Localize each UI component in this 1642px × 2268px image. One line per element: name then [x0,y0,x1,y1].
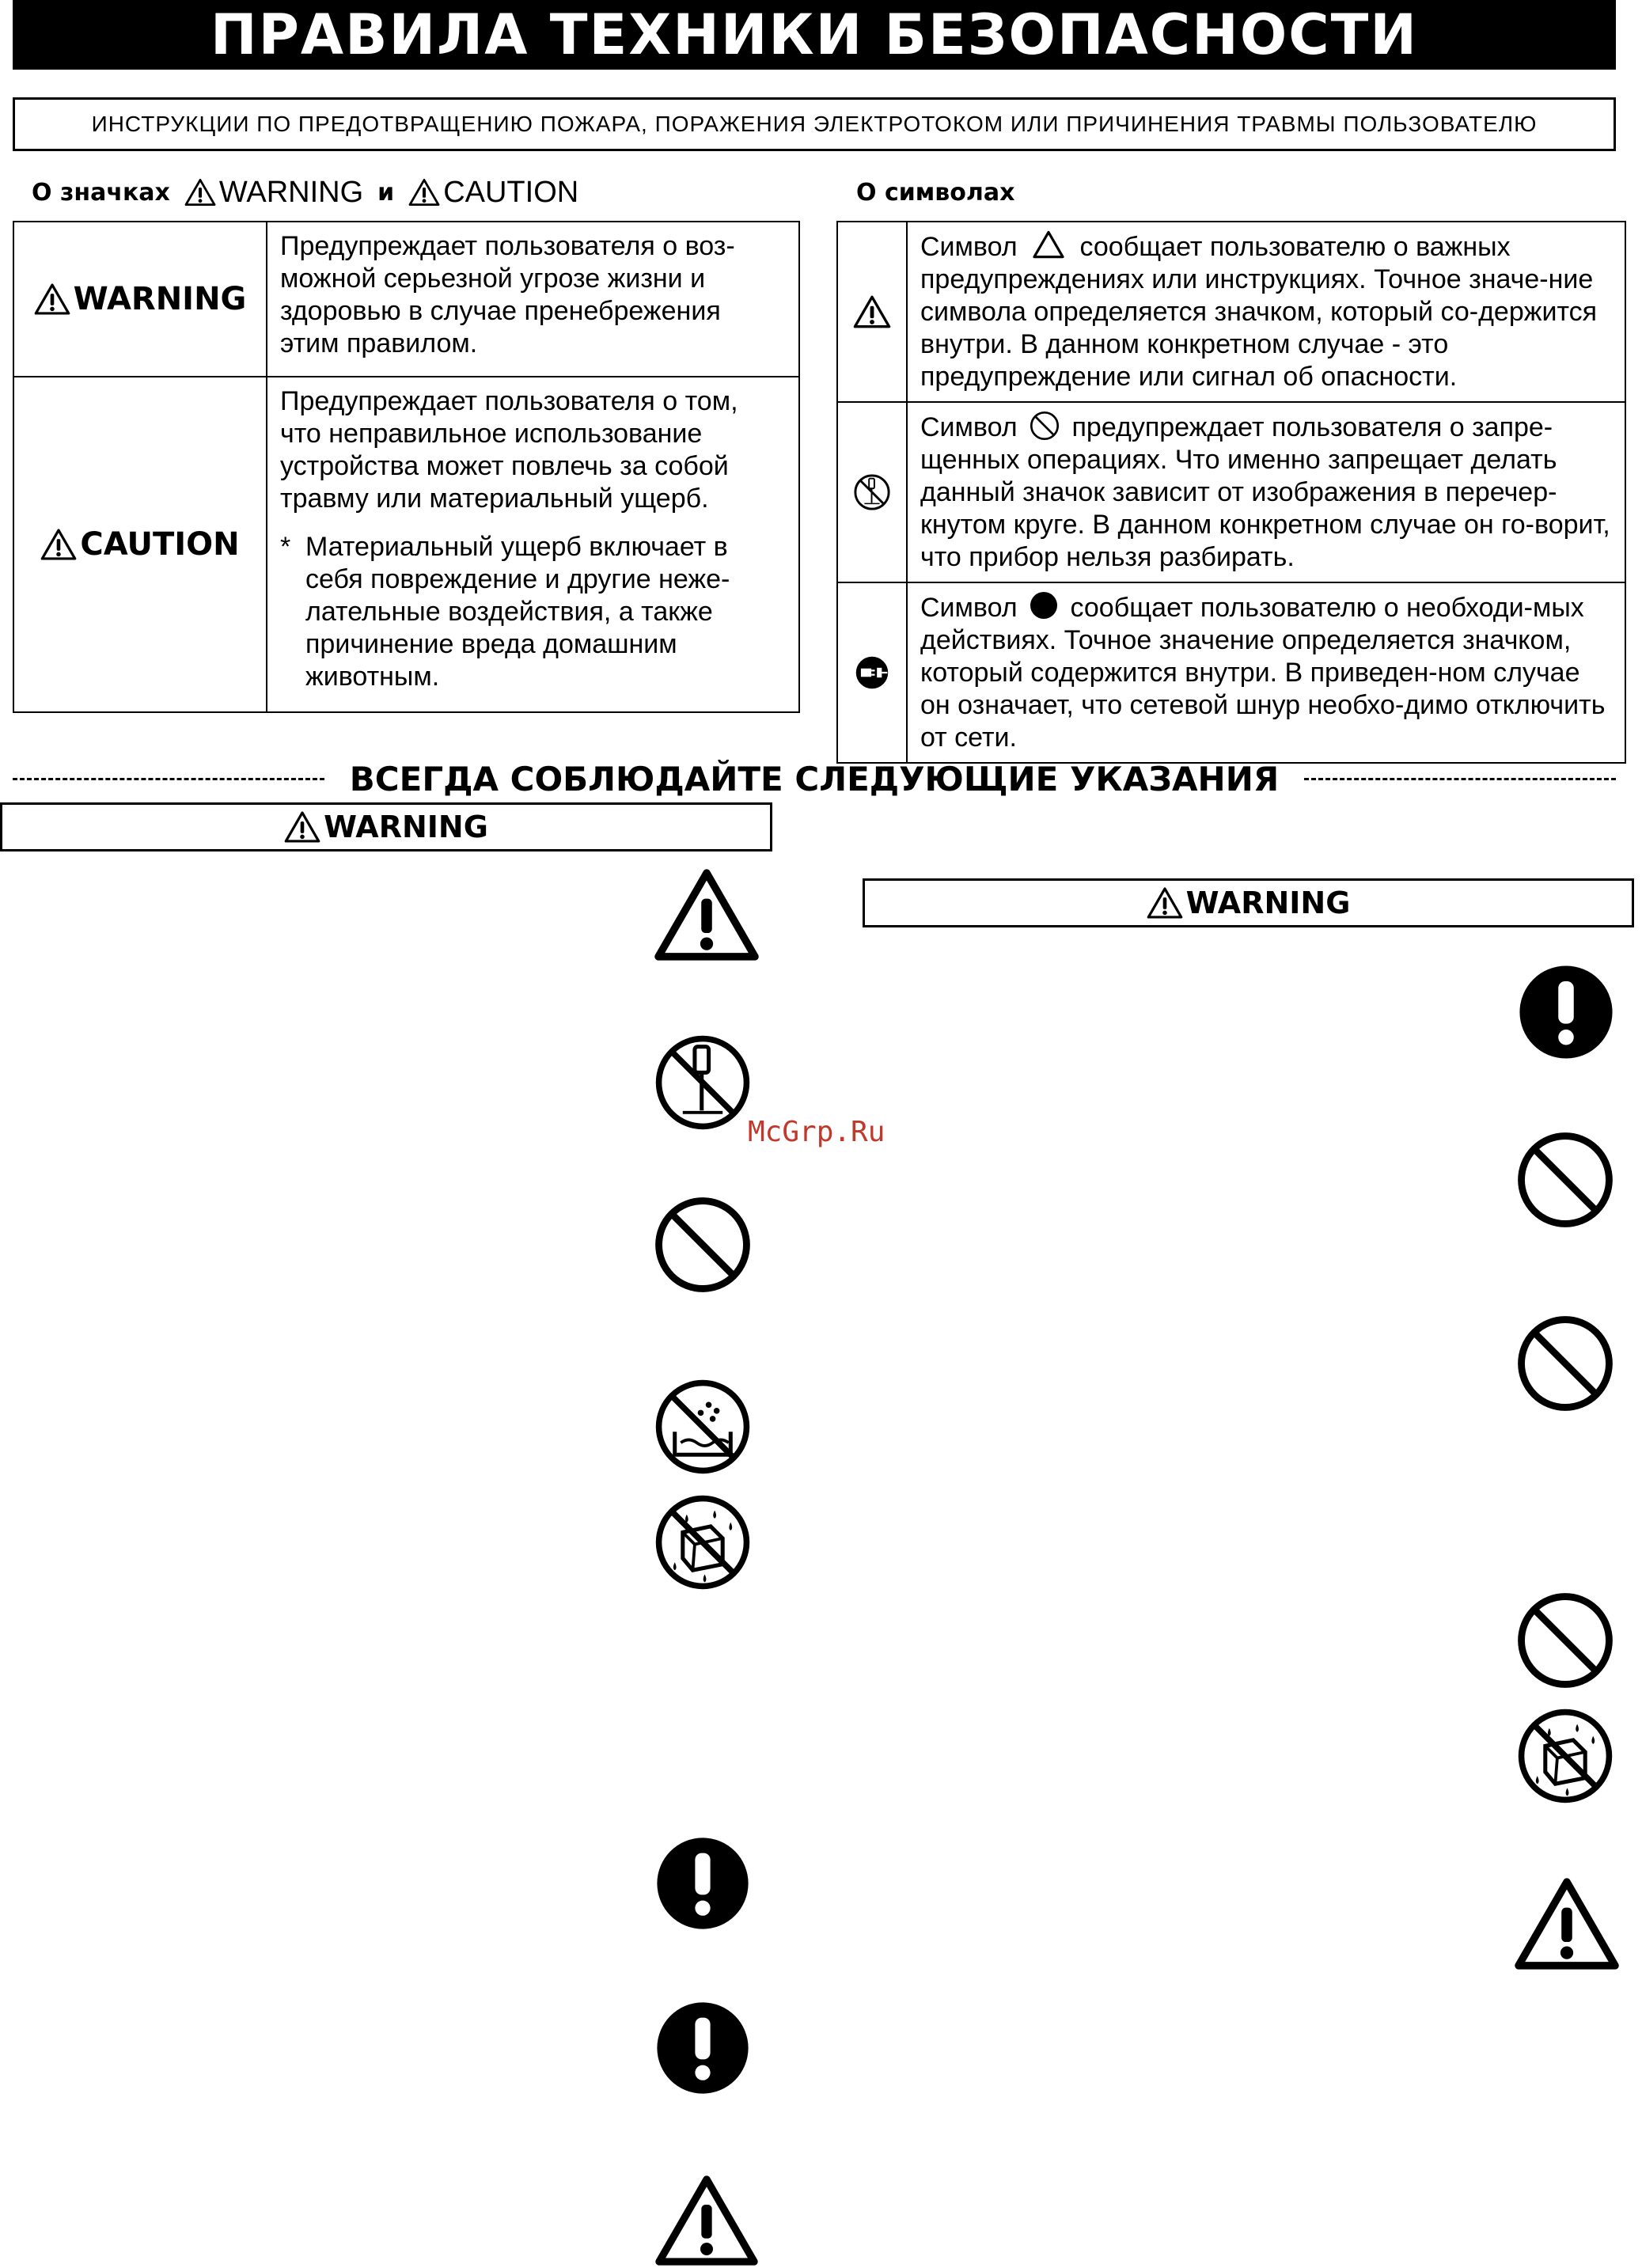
page-title-bar [13,0,1616,70]
subtitle-box [13,97,1616,151]
left-warning-header [0,802,772,851]
divider-left [13,778,324,780]
icons-row-caution [13,377,799,712]
symbol-cell-3 [837,582,907,763]
caution-note [280,531,786,693]
warning-triangle-icon [284,810,320,844]
symbols-heading: О символах [856,178,1015,207]
watermark: McGrp.Ru [748,1116,885,1148]
icons-row-warning [13,222,799,377]
mandatory-action-icon [655,2001,750,2095]
divider-right [1304,778,1616,780]
symbol-desc-cell-2 [907,402,1625,582]
caution-triangle-icon [653,2173,760,2268]
symbol-cell-2 [837,402,907,582]
caution-triangle-icon [40,528,77,561]
symbol-cell-1 [837,222,907,402]
icons-section-heading [32,173,578,212]
symbol-desc-cell-1 [907,222,1625,402]
right-warning-label: WARNING [1185,886,1351,920]
prohibition-icon [1515,1130,1615,1230]
symbol-description-1: Символ сообщает пользователю о важных предупреждениях или инструкциях. Точное значе-ние символа определяется значком, который со-держится внутри. В данном конкретном случае - это предупреждение или сигнал об опасности. [920,232,1598,392]
symbol-desc-cell-3 [907,582,1625,763]
warning-triangle-icon [1147,886,1183,920]
caution-label-cell [13,377,267,712]
caution-description: Предупреждает пользователя о том, что неправильное использование устройства может повлечь за собой травму или материальный ущерб. [280,386,738,514]
no-disassemble-icon [653,1033,753,1132]
left-warning-label: WARNING [324,810,488,844]
caution-triangle-icon [1513,1875,1621,1972]
note-mark: * [280,532,291,562]
symbols-row-mandatory [837,582,1625,763]
symbols-section-heading [856,173,1014,212]
warning-description: Предупреждает пользователя о воз-можной серьезной угрозе жизни и здоровью в случае пренебрежения этим правилом. [280,231,735,358]
no-wet-icon [653,1492,753,1592]
page-title: ПРАВИЛА ТЕХНИКИ БЕЗОПАСНОСТИ [210,2,1418,67]
caution-label: CAUTION [80,526,240,563]
warning-label-cell [13,222,267,377]
warning-desc-cell [267,222,799,377]
warning-triangle-icon [184,178,216,207]
warning-label: WARNING [73,281,247,317]
caution-triangle-icon [408,178,440,207]
icons-heading-warning: WARNING [218,175,364,209]
icons-table [13,221,800,713]
icons-heading-prefix: О значках [32,178,170,207]
prohibition-icon [1515,1314,1615,1413]
symbol-description-3: Символ сообщает пользователю о необходи-мых действиях. Точное значение определяется значком, который содержится внутри. В приведен-ном случае он означает, что сетевой шнур необхо-димо отключить от сети. [920,593,1606,753]
prohibition-icon [1030,411,1060,441]
warning-triangle-icon [853,294,891,329]
no-bath-water-icon [653,1377,753,1477]
caution-triangle-icon [653,867,760,963]
always-observe-row [13,755,1616,802]
caution-desc-cell [267,377,799,712]
no-disassemble-icon [853,473,891,511]
symbol-description-2: Символ предупреждает пользователя о запре-щенных операциях. Что именно запрещает делать данный значок зависит от изображения в перечер-кнутом круге. В данном конкретном случае он го-ворит, что прибор нельзя разбирать. [920,412,1610,572]
warning-triangle-icon [34,283,70,316]
prohibition-icon [1515,1591,1615,1690]
subtitle: ИНСТРУКЦИИ ПО ПРЕДОТВРАЩЕНИЮ ПОЖАРА, ПОРАЖЕНИЯ ЭЛЕКТРОТОКОМ ИЛИ ПРИЧИНЕНИЯ ТРАВМЫ ПОЛЬЗОВАТЕЛЮ [91,112,1538,136]
no-wet-icon [1515,1706,1615,1806]
note-text: Материальный ущерб включает в себя повреждение и другие неже-лательные воздействия, а также причинение вреда домашним животным. [305,532,730,692]
icons-heading-caution: CAUTION [443,175,579,209]
mandatory-action-icon [655,1836,750,1931]
filled-circle-icon [1030,591,1058,620]
symbols-table [836,221,1626,764]
right-warning-header [863,878,1634,927]
unplug-icon [855,655,889,690]
always-observe-heading: ВСЕГДА СОБЛЮДАЙТЕ СЛЕДУЮЩИЕ УКАЗАНИЯ [349,759,1280,798]
triangle-outline-icon [1033,230,1064,259]
symbols-row-warning [837,222,1625,402]
mandatory-action-icon [1518,964,1614,1060]
icons-heading-and: и [377,178,395,207]
symbols-row-prohibit [837,402,1625,582]
prohibition-icon [653,1195,753,1295]
